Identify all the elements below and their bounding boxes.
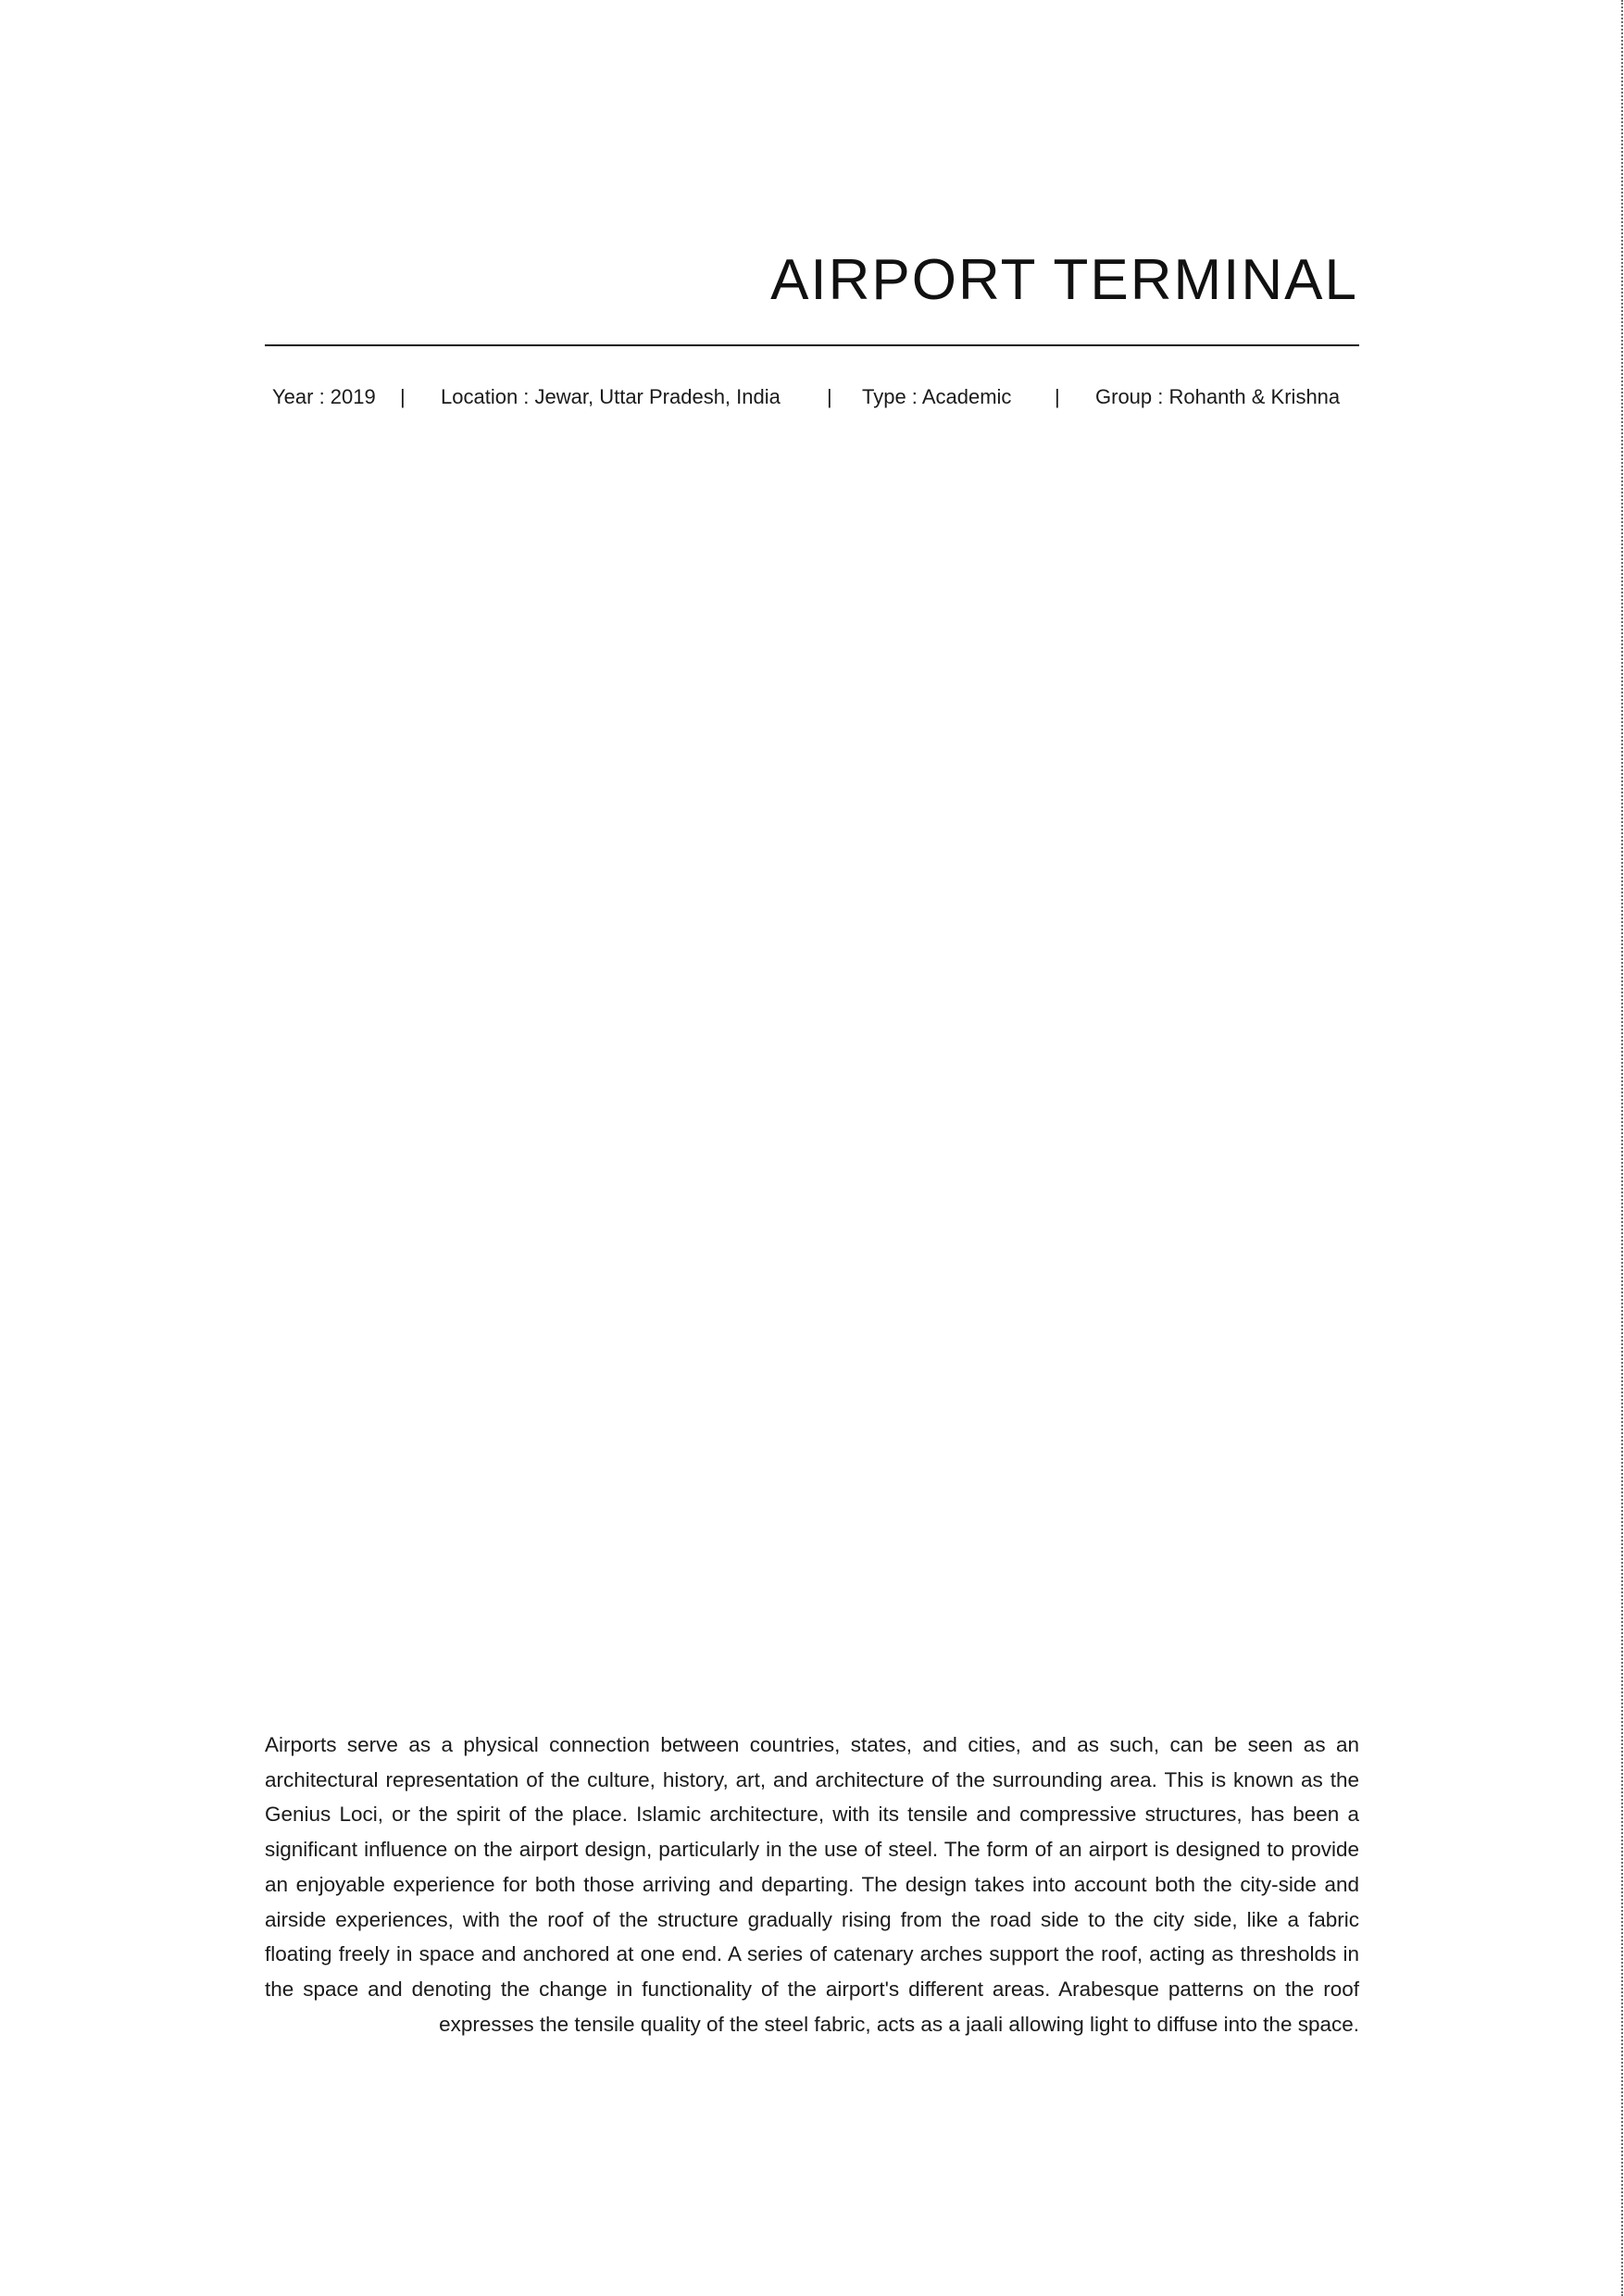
meta-location: Location : Jewar, Uttar Pradesh, India (441, 385, 781, 408)
project-image-area (265, 444, 1359, 1694)
page-title: AIRPORT TERMINAL (770, 248, 1358, 312)
meta-separator: | (827, 385, 832, 408)
meta-separator: | (1055, 385, 1060, 408)
meta-separator: | (400, 385, 406, 408)
meta-group: Group : Rohanth & Krishna (1095, 385, 1341, 408)
meta-type: Type : Academic (862, 385, 1012, 408)
meta-year: Year : 2019 (272, 385, 376, 408)
project-description: Airports serve as a physical connection between countries, states, and cities, and as such, can be seen as an architectural representation of the culture, history, art, and architecture of the surrounding area. This is known as the Genius Loci, or the spirit of the place. Islamic architecture, with its tensile and compressive structures, has been a significant influence on the airport design, particularly in the use of steel. The form of an airport is designed to provide an enjoyable experience for both those arriving and departing. The design takes into account both the city-side and airside experiences, with the roof of the structure gradually rising from the road side to the city side, like a fabric floating freely in space and anchored at one end. A series of catenary arches support the roof, acting as thresholds in the space and denoting the change in functionality of the airport's different areas. Arabesque patterns on the roof expresses the tensile quality of the steel fabric, acts as a jaali allowing light to diffuse into the space. (265, 1733, 1359, 2036)
title-divider (265, 344, 1359, 346)
page-edge-dotted-line (1621, 0, 1623, 2296)
